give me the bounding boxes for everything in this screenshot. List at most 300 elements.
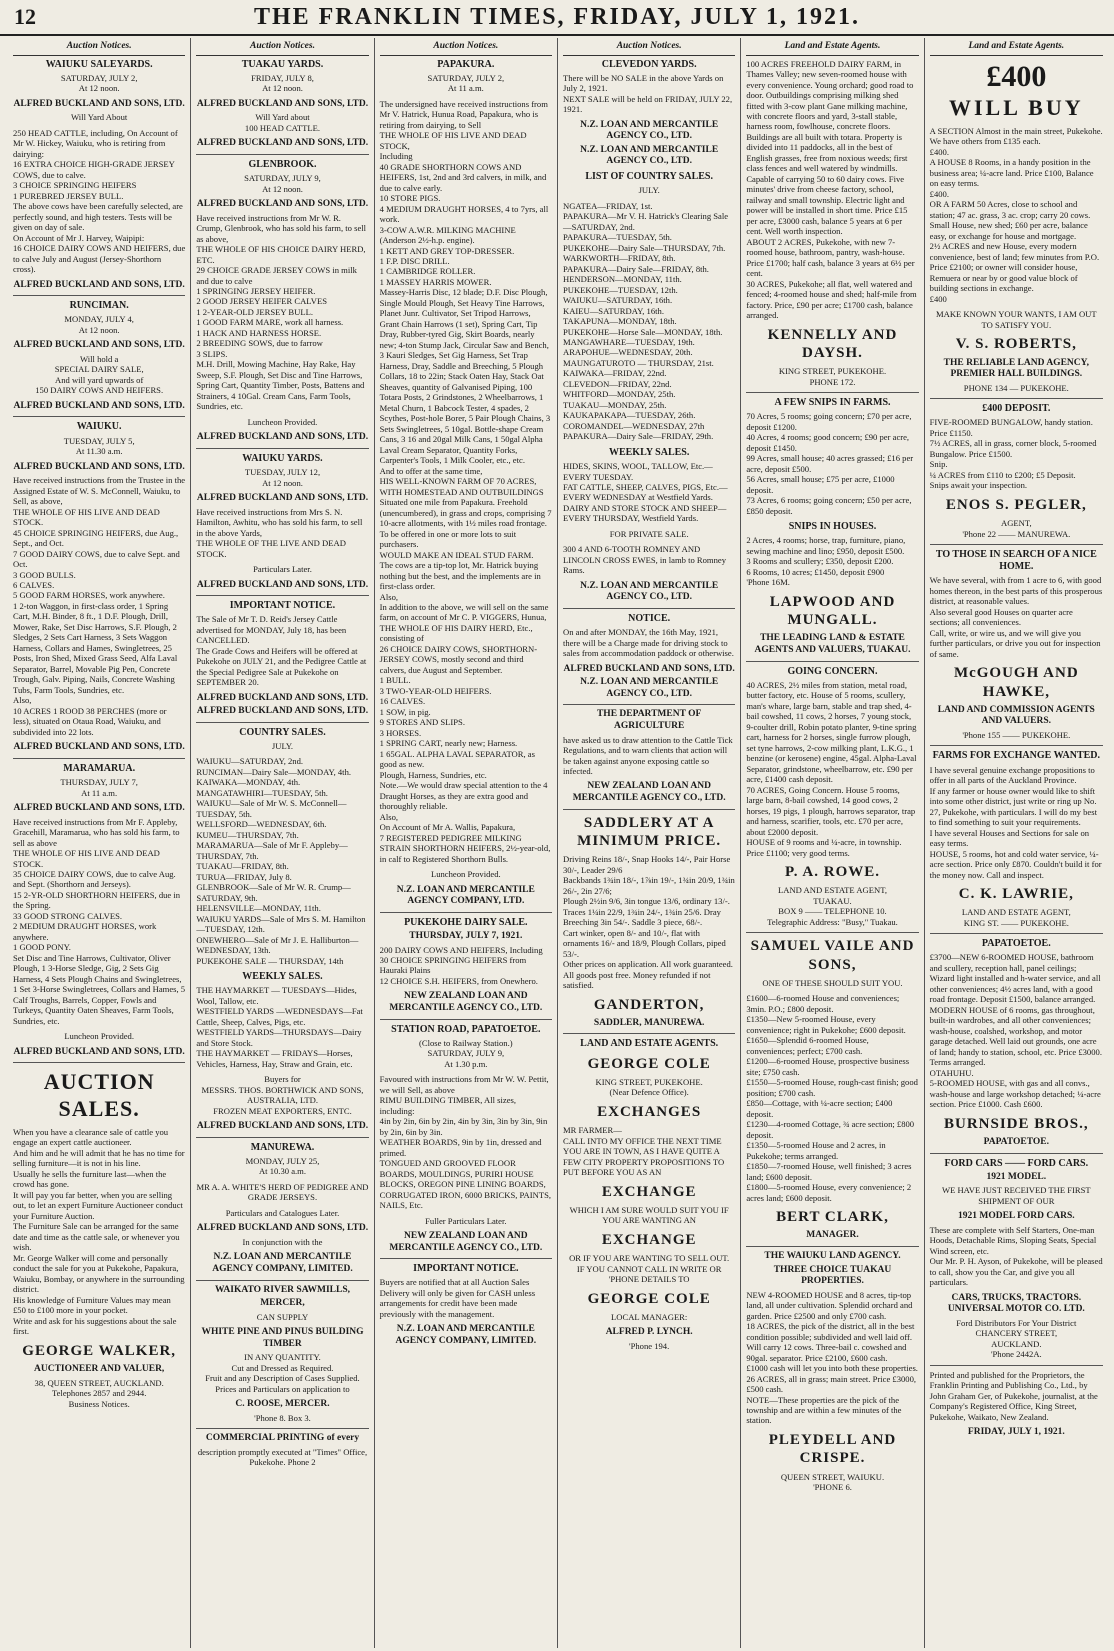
text-line: WAIUKU—SATURDAY, 16th.: [562, 295, 673, 306]
text-line: 4 MEDIUM DRAUGHT HORSES, 4 to 7yrs, all work.: [379, 203, 549, 225]
firm-name: THE DEPARTMENT OF AGRICULTURE: [596, 709, 702, 731]
section-heading: MARAMARUA.: [63, 762, 136, 774]
text-line: TURUA—FRIDAY, July 8.: [196, 871, 292, 882]
body-text: [196, 614, 368, 687]
text-line: £1850—7-roomed House, well finished; 3 acres land; £600 deposit.: [746, 1161, 912, 1182]
text-line: The Sale of Mr T. D. Reid's Jersey Cattle advertised for MONDAY, July 18, has been CANCELLED.: [196, 614, 347, 646]
divider: [196, 1280, 368, 1281]
firm-name: 1921 MODEL.: [986, 1171, 1047, 1182]
text-line: 3 GOOD BULLS.: [13, 569, 76, 580]
text-line: MAKE KNOWN YOUR WANTS, I AM OUT TO SATISFY YOU.: [935, 309, 1097, 330]
divider: [746, 392, 918, 393]
text-line: At 11.30 a.m.: [75, 446, 123, 457]
text-line: PAPAKURA—Dairy Sale—FRIDAY, 8th.: [562, 263, 709, 274]
text-line: £1200—6-roomed House, prospective business site; £750 cash.: [746, 1056, 910, 1077]
text-line: PAPAKURA—TUESDAY, 5th.: [562, 232, 672, 243]
text-line: 2½ ACRES and new House, every modern convenience, best of land; few minutes from P.O. Price £2100; or owner will consider house, Remuera or near by or good value block of building sections in exchange.: [929, 241, 1100, 294]
text-line: 1 KETT AND GREY TOP-DRESSER.: [379, 245, 515, 256]
advertiser-name: LAPWOOD AND MUNGALL.: [769, 593, 896, 629]
body-text: [13, 1127, 185, 1337]
text-line: Have received instructions from the Trustee in the Assigned Estate of W. S. McConnell, Waiuku, to Sell, as above,: [13, 475, 186, 507]
text-line: Luncheon Provided.: [64, 1031, 135, 1042]
text-line: TONGUED AND GROOVED FLOOR BOARDS, MOULDINGS, PURIRI HOUSE BLOCKS, OREGON PINE LINING BOARDS,: [379, 1158, 546, 1190]
firm-name: ALFRED BUCKLAND AND SONS, LTD.: [13, 340, 185, 351]
divider: [196, 1137, 368, 1138]
divider: [930, 1153, 1103, 1154]
text-line: 73 Acres, 6 rooms; going concern; £50 per acre, £850 deposit.: [746, 495, 912, 516]
advertiser-name: GEORGE COLE: [587, 1290, 711, 1307]
text-line: 1 HACK AND HARNESS HORSE.: [196, 327, 322, 338]
firm-name: N.Z. LOAN AND MERCANTILE AGENCY COMPANY, LIMITED.: [395, 1324, 537, 1346]
text-line: 100 HEAD CATTLE.: [244, 122, 321, 133]
centered-text: [563, 185, 735, 195]
text-line: 6 Rooms, 10 acres; £1450, deposit £900: [746, 566, 885, 577]
text-line: Fuller Particulars Later.: [425, 1215, 507, 1226]
firm-name: ALFRED BUCKLAND AND SONS, LTD.: [13, 742, 185, 753]
text-line: £1350—New 5-roomed House, every convenience; right in Pukekohe; £600 deposit.: [746, 1014, 906, 1035]
body-text: [380, 945, 552, 987]
column-1: [8, 38, 191, 1648]
text-line: When you have a clearance sale of cattle you engage an expert cattle auctioneer.: [13, 1126, 169, 1148]
text-line: SATURDAY, JULY 9,: [427, 1048, 505, 1059]
text-line: CALL INTO MY OFFICE THE NEXT TIME YOU ARE IN TOWN, AS I HAVE QUITE A FEW CITY PROPERTY PROPOSITIONS TO PUT BEFORE YOU AS AN: [562, 1135, 725, 1178]
text-line: The above cows have been carefully selected, are perfectly sound, and high testers. Tests will be given on day of sale.: [13, 201, 183, 233]
divider: [380, 1019, 552, 1020]
centered-text: [196, 1352, 368, 1394]
text-line: WHICH I AM SURE WOULD SUIT YOU IF YOU ARE WANTING AN: [569, 1204, 729, 1226]
text-line: Have received instructions from Mrs S. N. Hamilton, Awhitu, who has sold his farm, to sell in the above Yards,: [196, 506, 363, 538]
centered-text: [196, 1237, 368, 1247]
body-text: [196, 507, 368, 559]
text-line: On and after MONDAY, the 16th May, 1921, there will be a Charge made for driving stock to sales from accommodation paddock or otherwise.: [562, 627, 734, 659]
firm-name: WHITE PINE AND PINUS BUILDING TIMBER: [201, 1327, 364, 1349]
text-line: Also,: [379, 591, 399, 602]
column-heading: Land and Estate Agents.: [930, 38, 1103, 56]
text-line: 'PHONE 6.: [813, 1482, 852, 1493]
advertiser-name: ENOS S. PEGLER,: [945, 496, 1087, 513]
text-line: 1 MASSEY HARRIS MOWER.: [379, 276, 492, 287]
text-line: PUKEKOHE—TUESDAY, 12th.: [562, 284, 678, 295]
text-line: HOUSE of 9 rooms and ¼-acre, in township. Price £1100; very good terms.: [746, 837, 902, 858]
section-heading: WAIUKU.: [76, 421, 122, 433]
text-line: PUKEKOHE—Dairy Sale—THURSDAY, 7th.: [562, 242, 726, 253]
firm-name: MANAGER.: [806, 1230, 859, 1241]
text-line: PHONE 172.: [809, 376, 856, 387]
text-line: COROMANDEL—WEDNESDAY, 27th: [562, 420, 705, 431]
text-line: 56 Acres, small house; £75 per acre, £1000 deposit.: [746, 474, 895, 495]
text-line: MANGAWHARE—TUESDAY, 19th.: [562, 336, 695, 347]
text-line: 'Phone 2442A.: [990, 1349, 1042, 1360]
text-line: Particulars and Catalogues Later.: [225, 1207, 340, 1218]
body-text: [930, 952, 1103, 1109]
firm-name: ALFRED BUCKLAND AND SONS, LTD.: [13, 400, 185, 411]
firm-name: THE RELIABLE LAND AGENCY, PREMIER HALL BUILDINGS.: [943, 357, 1089, 380]
text-line: Ford Distributors For Your District: [956, 1317, 1077, 1328]
text-line: 'Phone 22 —— MANUREWA.: [962, 528, 1071, 539]
text-line: Snip.: [929, 459, 948, 470]
text-line: Luncheon Provided.: [247, 416, 318, 427]
body-text: [13, 128, 185, 275]
text-line: WAIUKU YARDS—Sale of Mrs S. M. Hamilton—TUESDAY, 12th.: [196, 913, 366, 935]
divider: [563, 1033, 735, 1034]
body-text: [746, 993, 918, 1203]
text-line: RIMU BUILDING TIMBER, All sizes, including:: [379, 1095, 517, 1116]
firm-name: SADDLER, MANUREWA.: [593, 1017, 705, 1028]
text-line: £1600—6-roomed House and conveniences; 3min. P.O.; £800 deposit.: [746, 993, 900, 1014]
text-line: Plough, Harness, Sundries, etc.: [379, 769, 487, 780]
text-line: Write and ask for his suggestions about the sale first.: [13, 1315, 177, 1337]
firm-name: ALFRED BUCKLAND AND SONS, LTD.: [196, 692, 369, 703]
centered-text: [746, 978, 918, 988]
centered-text: [196, 1447, 368, 1468]
text-line: 1 F.P. DISC DRILL.: [379, 256, 450, 266]
firm-name: N.Z. LOAN AND MERCANTILE AGENCY CO., LTD.: [580, 144, 719, 167]
centered-text: [13, 354, 185, 396]
text-line: TUAKAU—FRIDAY, 8th.: [196, 861, 289, 872]
body-text: [930, 1370, 1103, 1422]
text-line: KING ST. —— PUKEKOHE.: [963, 917, 1069, 928]
text-line: 6 CALVES.: [13, 579, 55, 590]
text-line: These are complete with Self Starters, One-man Hoods, Detachable Rims, Sloping Seats, Special Wind screen, etc.: [929, 1224, 1097, 1256]
centered-text: [380, 1038, 552, 1069]
text-line: 7½ ACRES, all in grass, corner block, 5-roomed Bungalow. Price £1500.: [929, 438, 1097, 459]
advertiser-name: V. S. ROBERTS,: [955, 336, 1077, 353]
text-line: His knowledge of Furniture Values may mean £50 to £100 more in your pocket.: [13, 1294, 171, 1316]
text-line: PUKEKOHE SALE — THURSDAY, 14th: [196, 955, 344, 966]
section-heading: CLEVEDON YARDS.: [601, 58, 697, 70]
text-line: FOR PRIVATE SALE.: [609, 528, 689, 539]
text-line: JULY.: [271, 741, 294, 751]
text-line: Including: [379, 151, 413, 162]
section-heading: WEEKLY SALES.: [608, 446, 690, 458]
text-line: ARAPOHUE—WEDNESDAY, 20th.: [562, 347, 693, 358]
centered-text: [930, 1318, 1103, 1360]
text-line: Printed and published for the Proprietors, the Franklin Printing and Publishing Co., Ltd., by John Graham Ger, of Pukekohe, journalist, at the Company's Registered Office, King Street, Pukekohe, Waikato, New Zealand.: [929, 1369, 1098, 1422]
column-heading: Auction Notices.: [13, 38, 185, 56]
text-line: There will be NO SALE in the above Yards on July 2, 1921.: [562, 72, 724, 94]
text-line: 1 CAMBRIDGE ROLLER.: [379, 266, 476, 277]
text-line: At 11 a.m.: [81, 787, 118, 798]
body-text: [13, 817, 185, 1027]
text-line: 3-COW A.W.R. MILKING MACHINE (Anderson 2½-h.p. engine).: [379, 224, 516, 246]
text-line: Snips await your inspection.: [929, 480, 1028, 491]
centered-text: [196, 1413, 368, 1423]
text-line: KING STREET, PUKEKOHE.: [595, 1076, 703, 1087]
text-line: 1 SPRINGING JERSEY HEIFER.: [196, 285, 316, 296]
centered-text: [13, 777, 185, 798]
centered-text: [196, 417, 368, 427]
firm-name: THREE CHOICE TUAKAU PROPERTIES.: [773, 1264, 892, 1287]
text-line: THE WHOLE OF THE LIVE AND DEAD STOCK.: [196, 538, 346, 559]
text-line: At 11 a.m.: [447, 83, 484, 94]
section-heading: IMPORTANT NOTICE.: [229, 600, 336, 612]
text-line: Will hold a: [80, 353, 119, 364]
text-line: £850—Cottage, with ¼-acre section; £400 deposit.: [746, 1098, 893, 1119]
text-line: MONDAY, JULY 4,: [64, 314, 134, 325]
section-heading: £400 DEPOSIT.: [982, 403, 1051, 415]
text-line: WE HAVE JUST RECEIVED THE FIRST SHIPMENT OF OUR: [941, 1185, 1091, 1206]
text-line: AGENT,: [1001, 518, 1032, 529]
text-line: LOCAL MANAGER:: [611, 1311, 688, 1322]
text-line: On Account of Mr J. Harvey, Waipipi:: [13, 232, 145, 243]
text-line: THURSDAY, JULY 7,: [60, 777, 138, 788]
text-line: WOULD MAKE AN IDEAL STUD FARM.: [379, 549, 534, 560]
text-line: SPECIAL DAIRY SALE,: [54, 364, 144, 375]
text-line: £1650—Splendid 6-roomed House, conveniences; perfect; £700 cash.: [746, 1035, 869, 1056]
text-line: £1230—4-roomed Cottage, ¾ acre section; £800 deposit.: [746, 1119, 915, 1140]
centered-text: [13, 436, 185, 457]
centered-text: [930, 1185, 1103, 1206]
text-line: 1 65GAL. ALPHA LAVAL SEPARATOR, as good as new.: [379, 748, 535, 770]
centered-text: [196, 1312, 368, 1322]
section-heading: WAIUKU SALEYARDS.: [45, 58, 153, 70]
column-3: [375, 38, 558, 1648]
text-line: At 1.30 p.m.: [444, 1058, 488, 1069]
text-line: have asked us to draw attention to the Cattle Tick Regulations, and to warn clients that action will be taken against anyone exposing cattle so infected.: [562, 734, 733, 776]
section-heading: WAIUKU YARDS.: [242, 452, 323, 464]
text-line: LAND AND ESTATE AGENT,: [778, 885, 887, 896]
text-line: CAN SUPPLY: [256, 1311, 309, 1322]
page-number: 12: [14, 4, 36, 29]
centered-text: [746, 366, 918, 387]
text-line: Set Disc and Tine Harrows, Cultivator, Oliver Plough, 1 3-Horse Sledge, Gig, 2 Sets Gig Harness, 4 Sets Plough Chains and Swingletrees, 1 Set 3-Horse Swingletrees, Collars and Hames, 5 Calf Troughs, Barrels, Copper, Fowls and Turkeys, Quantity Oaten Sheaves, Farm Tools, Sundries, etc.: [13, 952, 186, 1026]
text-line: Favoured with instructions from Mr W. W. Pettit, we will Sell, as above: [379, 1074, 549, 1095]
text-line: PAPAKURA—Dairy Sale—FRIDAY, 29th.: [562, 431, 714, 442]
text-line: LAND AND ESTATE AGENT,: [961, 907, 1071, 918]
firm-name: ALFRED BUCKLAND AND SONS, LTD.: [13, 98, 185, 109]
column-heading: Auction Notices.: [196, 38, 368, 56]
text-line: KAIWAKA—FRIDAY, 22nd.: [562, 368, 667, 379]
advertiser-name: C. K. LAWRIE,: [958, 885, 1074, 902]
text-line: 70 ACRES, Going Concern. House 5 rooms, large barn, 8-bail cowshed, 14 good cows, 2 horses, 19 pigs, 1 plough, harrows separator, trap and harness, scarifier, tools, etc. £70 per acre, about £2000 deposit.: [746, 784, 916, 837]
firm-name: NEW ZEALAND LOAN AND MERCANTILE AGENCY CO., LTD.: [572, 781, 726, 804]
text-line: 5 GOOD FARM HORSES, work anywhere.: [13, 590, 165, 601]
text-line: 300 4 AND 6-TOOTH ROMNEY AND LINCOLN CROSS EWES, in lamb to Romney Rams.: [562, 544, 727, 576]
divider: [930, 1365, 1103, 1366]
divider: [196, 154, 368, 155]
text-line: £3700—NEW 6-ROOMED HOUSE, bathroom and scullery, reception hall, panel ceilings; Wizard light installed and h-water service, and all other conveniences; 4½ acres land, with a good road frontage. Deposit £1500, balance arranged.: [929, 952, 1101, 1005]
section-heading: PUKEKOHE DAIRY SALE.: [404, 916, 528, 928]
section-heading: LAND AND ESTATE AGENTS.: [580, 1038, 719, 1050]
text-line: KING STREET, PUKEKOHE.: [778, 366, 887, 377]
text-line: Have received instructions from Mr W. R. Crump, Glenbrook, who has sold his farm, to sell as above,: [196, 212, 367, 244]
centered-text: [196, 1074, 368, 1116]
text-line: 30 ACRES, Pukekohe; all flat, well watered and fenced; 4-roomed house and shed; half-mile from factory. Price, £90 per acre; £1700 cash, balance arranged.: [746, 278, 917, 321]
text-line: And him and he will admit that he has no time for selling furniture—it is not in his line.: [13, 1147, 185, 1169]
text-line: 9 STORES AND SLIPS.: [379, 717, 465, 728]
text-line: M.H. Drill, Mowing Machine, Hay Rake, Hay Sweep, S.F. Plough, Set Disc and Tine Harrows, Spring Cart, Quantity Timber, Posts, Battens and Strainers, 4 10Gal. Cream Cans, Farm Tools, Sundries, etc.: [196, 359, 365, 412]
text-line: Driving Reins 18/-, Snap Hooks 14/-, Pair Horse 30/-, Leader 29/6: [562, 854, 731, 875]
divider: [746, 1246, 918, 1247]
column-2: [191, 38, 374, 1648]
text-line: 1 2-ton Waggon, in first-class order, 1 Spring Cart, M.H. Binder, 8 ft., 1 D.F. Plough, Drill, Mower, Rake, Set Disc Harrows, S.F. Plough, 2 Sledges, 2 Sets Cart Harness, 3 Sets Waggon Harness, Collars and Hames, Swingletrees, 25 Posts, Iron Shed, Mixed Grass Seed, Alfa Laval Separator, Barrel, Movable Pig Pen, Concrete Trough, Galv. Piping, Nails, Concrete Washing Tubs, Farm Tools, Sundries, etc.: [13, 600, 178, 695]
body-text: [380, 99, 552, 864]
text-line: 1 GOOD PONY.: [13, 942, 71, 953]
text-line: A HOUSE 8 Rooms, in a handy position in the business area; ¼-acre land. Price £100, Balance on easy terms.: [929, 157, 1094, 189]
text-line: 'Phone 8. Box 3.: [254, 1412, 311, 1423]
text-line: 3 Rooms and scullery; £350, deposit £200.: [746, 556, 894, 567]
text-line: NGATEA—FRIDAY, 1st.: [562, 200, 653, 211]
text-line: 16 CALVES.: [379, 696, 426, 707]
text-line: At 12 noon.: [78, 83, 120, 94]
text-line: 'Phone 155 —— PUKEKOHE.: [962, 729, 1071, 740]
divider: [13, 295, 185, 296]
text-line: 35 CHOICE DAIRY COWS, due to calve Aug. and Sept. (Shorthorn and Jerseys).: [13, 868, 176, 890]
text-line: 38, QUEEN STREET, AUCKLAND.: [34, 1377, 164, 1388]
text-line: 2 GOOD JERSEY HEIFER CALVES: [196, 296, 327, 307]
text-line: RUNCIMAN—Dairy Sale—MONDAY, 4th.: [196, 766, 352, 777]
divider: [930, 933, 1103, 934]
text-line: KUMEU—THURSDAY, 7th.: [196, 829, 299, 840]
centered-text: [13, 73, 185, 94]
centered-text: [746, 1472, 918, 1493]
text-line: 99 Acres, small house; 40 acres grassed; £16 per acre, deposit £500.: [746, 453, 914, 474]
text-line: KAIWAKA—MONDAY, 4th.: [196, 777, 301, 788]
text-line: Will Yard About: [71, 112, 128, 123]
text-line: CLEVEDON—FRIDAY, 22nd.: [562, 378, 672, 389]
centered-text: [563, 1205, 735, 1226]
text-line: I have several genuine exchange propositions to offer in all parts of the Auckland Province.: [929, 764, 1095, 786]
body-text: [746, 680, 918, 858]
text-line: Particulars Later.: [253, 564, 312, 575]
text-line: I have several Houses and Sections for sale on easy terms.: [929, 827, 1090, 849]
text-line: 12 CHOICE S.H. HEIFERS, from Onewhero.: [379, 975, 538, 986]
text-line: 40 ACRES, 2½ miles from station, metal road, butter factory, etc. House of 5 rooms, scullery, man's whare, large barn, stable and trap shed, 4-bail cowshed, 11 cows, 2 horses, 7 young stock, 9-coulter drill, Robin potato planter, 9-tine spring cart, harness for 2 horses, single furrow plough, set tyne harrows, 2-cow milking plant, L.K.G., 1 benzine (or kerosene) engine, 45gal. Alpha-Laval Separator, grindstone, wheelbarrow, etc. £90 per acre, £1400 cash deposit.: [746, 679, 917, 785]
centered-text: [380, 1216, 552, 1226]
centered-text: [930, 730, 1103, 740]
centered-text: [13, 1378, 185, 1409]
section-heading: A FEW SNIPS IN FARMS.: [774, 397, 891, 409]
text-line: 7 GOOD DAIRY COWS, due to calve Sept. and Oct.: [13, 548, 180, 570]
text-line: 45 CHOICE SPRINGING HEIFERS, due Aug., Sept., and Oct.: [13, 527, 179, 549]
text-line: The Furniture Sale can be arranged for the same date and time as the cattle sale, or whenever you wish.: [13, 1221, 180, 1253]
text-line: £1350—5-roomed House and 2 acres, in Pukekohe; terms arranged.: [746, 1140, 886, 1161]
text-line: NOTE—These properties are the pick of the township and are within a few minutes of the station.: [746, 1394, 902, 1426]
text-line: At 12 noon.: [262, 83, 303, 94]
divider: [13, 758, 185, 759]
text-line: FIVE-ROOMED BUNGALOW, handy station. Price £1150.: [929, 417, 1093, 438]
body-text: [930, 1225, 1103, 1288]
text-line: 1 2-YEAR-OLD JERSEY BULL.: [196, 306, 313, 317]
divider: [196, 595, 368, 596]
text-line: (Near Defence Office).: [609, 1087, 689, 1098]
text-line: 3 HORSES.: [379, 727, 422, 738]
advertiser-name: PLEYDELL AND CRISPE.: [768, 1431, 897, 1467]
body-text: [746, 59, 918, 321]
centered-text: [930, 518, 1103, 539]
text-line: WESTFIELD YARDS —WEDNESDAYS—Fat Cattle, Sheep, Calves, Pigs, etc.: [196, 1006, 363, 1027]
text-line: 1 SOW, in pig.: [379, 706, 431, 717]
firm-name: WAIKATO RIVER SAWMILLS,: [214, 1284, 351, 1295]
text-line: £400: [929, 293, 947, 304]
text-line: Have received instructions from Mr F. Appleby, Gracehill, Maramarua, who has sold his farm, to sell as above: [13, 816, 180, 848]
firm-name: NEW ZEALAND LOAN AND MERCANTILE AGENCY CO., LTD.: [389, 1231, 543, 1253]
text-line: description promptly executed at "Times" Office, Pukekohe. Phone 2: [197, 1446, 368, 1468]
text-line: Business Notices.: [68, 1398, 130, 1409]
text-line: JULY.: [638, 185, 660, 196]
divider: [930, 745, 1103, 746]
firm-name: N.Z. LOAN AND MERCANTILE AGENCY COMPANY, LIMITED.: [212, 1252, 353, 1274]
text-line: WESTFIELD YARDS—THURSDAYS—Dairy and Store Stock.: [196, 1027, 362, 1048]
masthead: [0, 0, 1114, 36]
text-line: 5-ROOMED HOUSE, with gas and all convs., wash-house and large workshop detached; ¼-acre section. Price £1000. Cash £600.: [929, 1078, 1101, 1110]
body-text: [196, 213, 368, 412]
text-line: MANGATAWHIRI—TUESDAY, 5th.: [196, 787, 328, 798]
text-line: Mr. George Walker will come and personally conduct the sale for you at Pukekohe, Papakura, Waiuku, Bombay, or anywhere in the surrounding district.: [13, 1252, 185, 1295]
centered-text: [13, 112, 185, 122]
text-line: THE WHOLE OF HIS LIVE AND DEAD STOCK.: [13, 848, 160, 869]
text-line: And will yard upwards of: [55, 374, 144, 385]
text-line: 3 TWO-YEAR-OLD HEIFERS.: [379, 685, 492, 696]
text-line: 18 ACRES, the pick of the district, all in the best condition possible; subdivided and well laid off. Will carry 12 cows. Three-bail c. cowshed and 90gal. separator. Price £2100, £600 cash.: [746, 1321, 915, 1363]
body-text: [930, 126, 1103, 304]
section-heading: PAPATOETOE.: [981, 938, 1051, 950]
firm-name: AUCTIONEER AND VALUER,: [34, 1363, 165, 1374]
advertiser-name: GANDERTON,: [593, 996, 705, 1013]
centered-text: [196, 1156, 368, 1177]
text-line: TAKAPUNA—MONDAY, 18th.: [562, 316, 677, 327]
text-line: HELENSVILLE—MONDAY, 11th.: [196, 903, 321, 914]
text-line: The undersigned have received instructions from Mr V. Hatrick, Hunua Road, Papakura, who is retiring from dairying, to Sell: [379, 98, 548, 130]
firm-name: ALFRED BUCKLAND AND SONS, LTD.: [13, 461, 185, 472]
text-line: MAUNGATUROTO — THURSDAY, 21st.: [562, 357, 714, 368]
text-line: ONE OF THESE SHOULD SUIT YOU.: [762, 977, 903, 988]
firm-name: FRIDAY, JULY 1, 1921.: [967, 1427, 1065, 1438]
divider: [746, 661, 918, 662]
section-heading: IMPORTANT NOTICE.: [413, 1263, 519, 1275]
centered-text: [13, 1031, 185, 1041]
text-line: And to offer at the same time,: [379, 465, 483, 476]
text-line: QUEEN STREET, WAIUKU.: [780, 1471, 885, 1482]
centered-text: [563, 529, 735, 539]
text-line: HIS WELL-KNOWN FARM OF 70 ACRES, WITH HOMESTEAD AND OUTBUILDINGS: [379, 476, 544, 497]
firm-name: ALFRED BUCKLAND AND SONS, LTD.: [196, 1223, 369, 1234]
text-line: PHONE 134 — PUKEKOHE.: [963, 382, 1069, 393]
text-line: £1000 cash will let you into both these properties.: [746, 1363, 918, 1374]
text-line: WHITFORD—MONDAY, 25th.: [562, 389, 676, 400]
text-line: Will Yard about: [255, 112, 310, 123]
text-line: OTAHUHU.: [929, 1067, 974, 1078]
text-line: At 10.30 a.m.: [258, 1166, 306, 1177]
text-line: GLENBROOK—Sale of Mr W. R. Crump—SATURDAY, 9th.: [196, 882, 351, 903]
text-line: PUKEKOHE—Horse Sale—MONDAY, 18th.: [562, 326, 723, 337]
text-line: Also,: [13, 695, 32, 706]
text-line: ONEWHERO—Sale of Mr J. E. Halliburton—WEDNESDAY, 13th.: [196, 934, 359, 956]
text-line: 1 GOOD FARM MARE, work all harness.: [196, 317, 344, 328]
text-line: 16 CHOICE DAIRY COWS AND HEIFERS, due to calve July and August (Jersey-Shorthorn cross).: [13, 243, 186, 275]
section-heading: COUNTRY SALES.: [239, 726, 326, 738]
firm-name: ALFRED BUCKLAND AND SONS, LTD.: [13, 279, 185, 290]
section-heading: GOING CONCERN.: [787, 665, 878, 677]
body-text: [196, 985, 368, 1069]
text-line: THE WHOLE OF HIS LIVE AND DEAD STOCK.: [13, 506, 160, 528]
divider: [196, 722, 368, 723]
text-line: Cut and Dressed as Required.: [231, 1362, 334, 1373]
text-line: Prices and Particulars on application to: [215, 1383, 350, 1394]
firm-name: N.Z. LOAN AND MERCANTILE AGENCY CO., LTD.: [580, 119, 719, 142]
text-line: THE WHOLE OF HIS CHOICE DAIRY HERD, ETC.: [196, 244, 366, 265]
section-heading: WEEKLY SALES.: [242, 971, 323, 983]
centered-text: [930, 309, 1103, 330]
text-line: 29 CHOICE GRADE JERSEY COWS in milk and due to calve: [196, 265, 357, 286]
text-line: At 12 noon.: [262, 183, 303, 194]
text-line: IF YOU CANNOT CALL IN WRITE OR 'PHONE DETAILS TO: [576, 1263, 722, 1285]
text-line: Our Mr. P. H. Ayson, of Pukekohe, will be pleased to call, show you the Car, and give you all particulars.: [929, 1256, 1103, 1288]
divider: [196, 1428, 368, 1429]
text-line: The cows are a tip-top lot, Mr. Hatrick buying nothing but the best, and the implements are in first-class order.: [379, 560, 541, 592]
text-line: Fruit and any Description of Cases Supplied.: [205, 1373, 360, 1384]
body-text: [930, 417, 1103, 490]
